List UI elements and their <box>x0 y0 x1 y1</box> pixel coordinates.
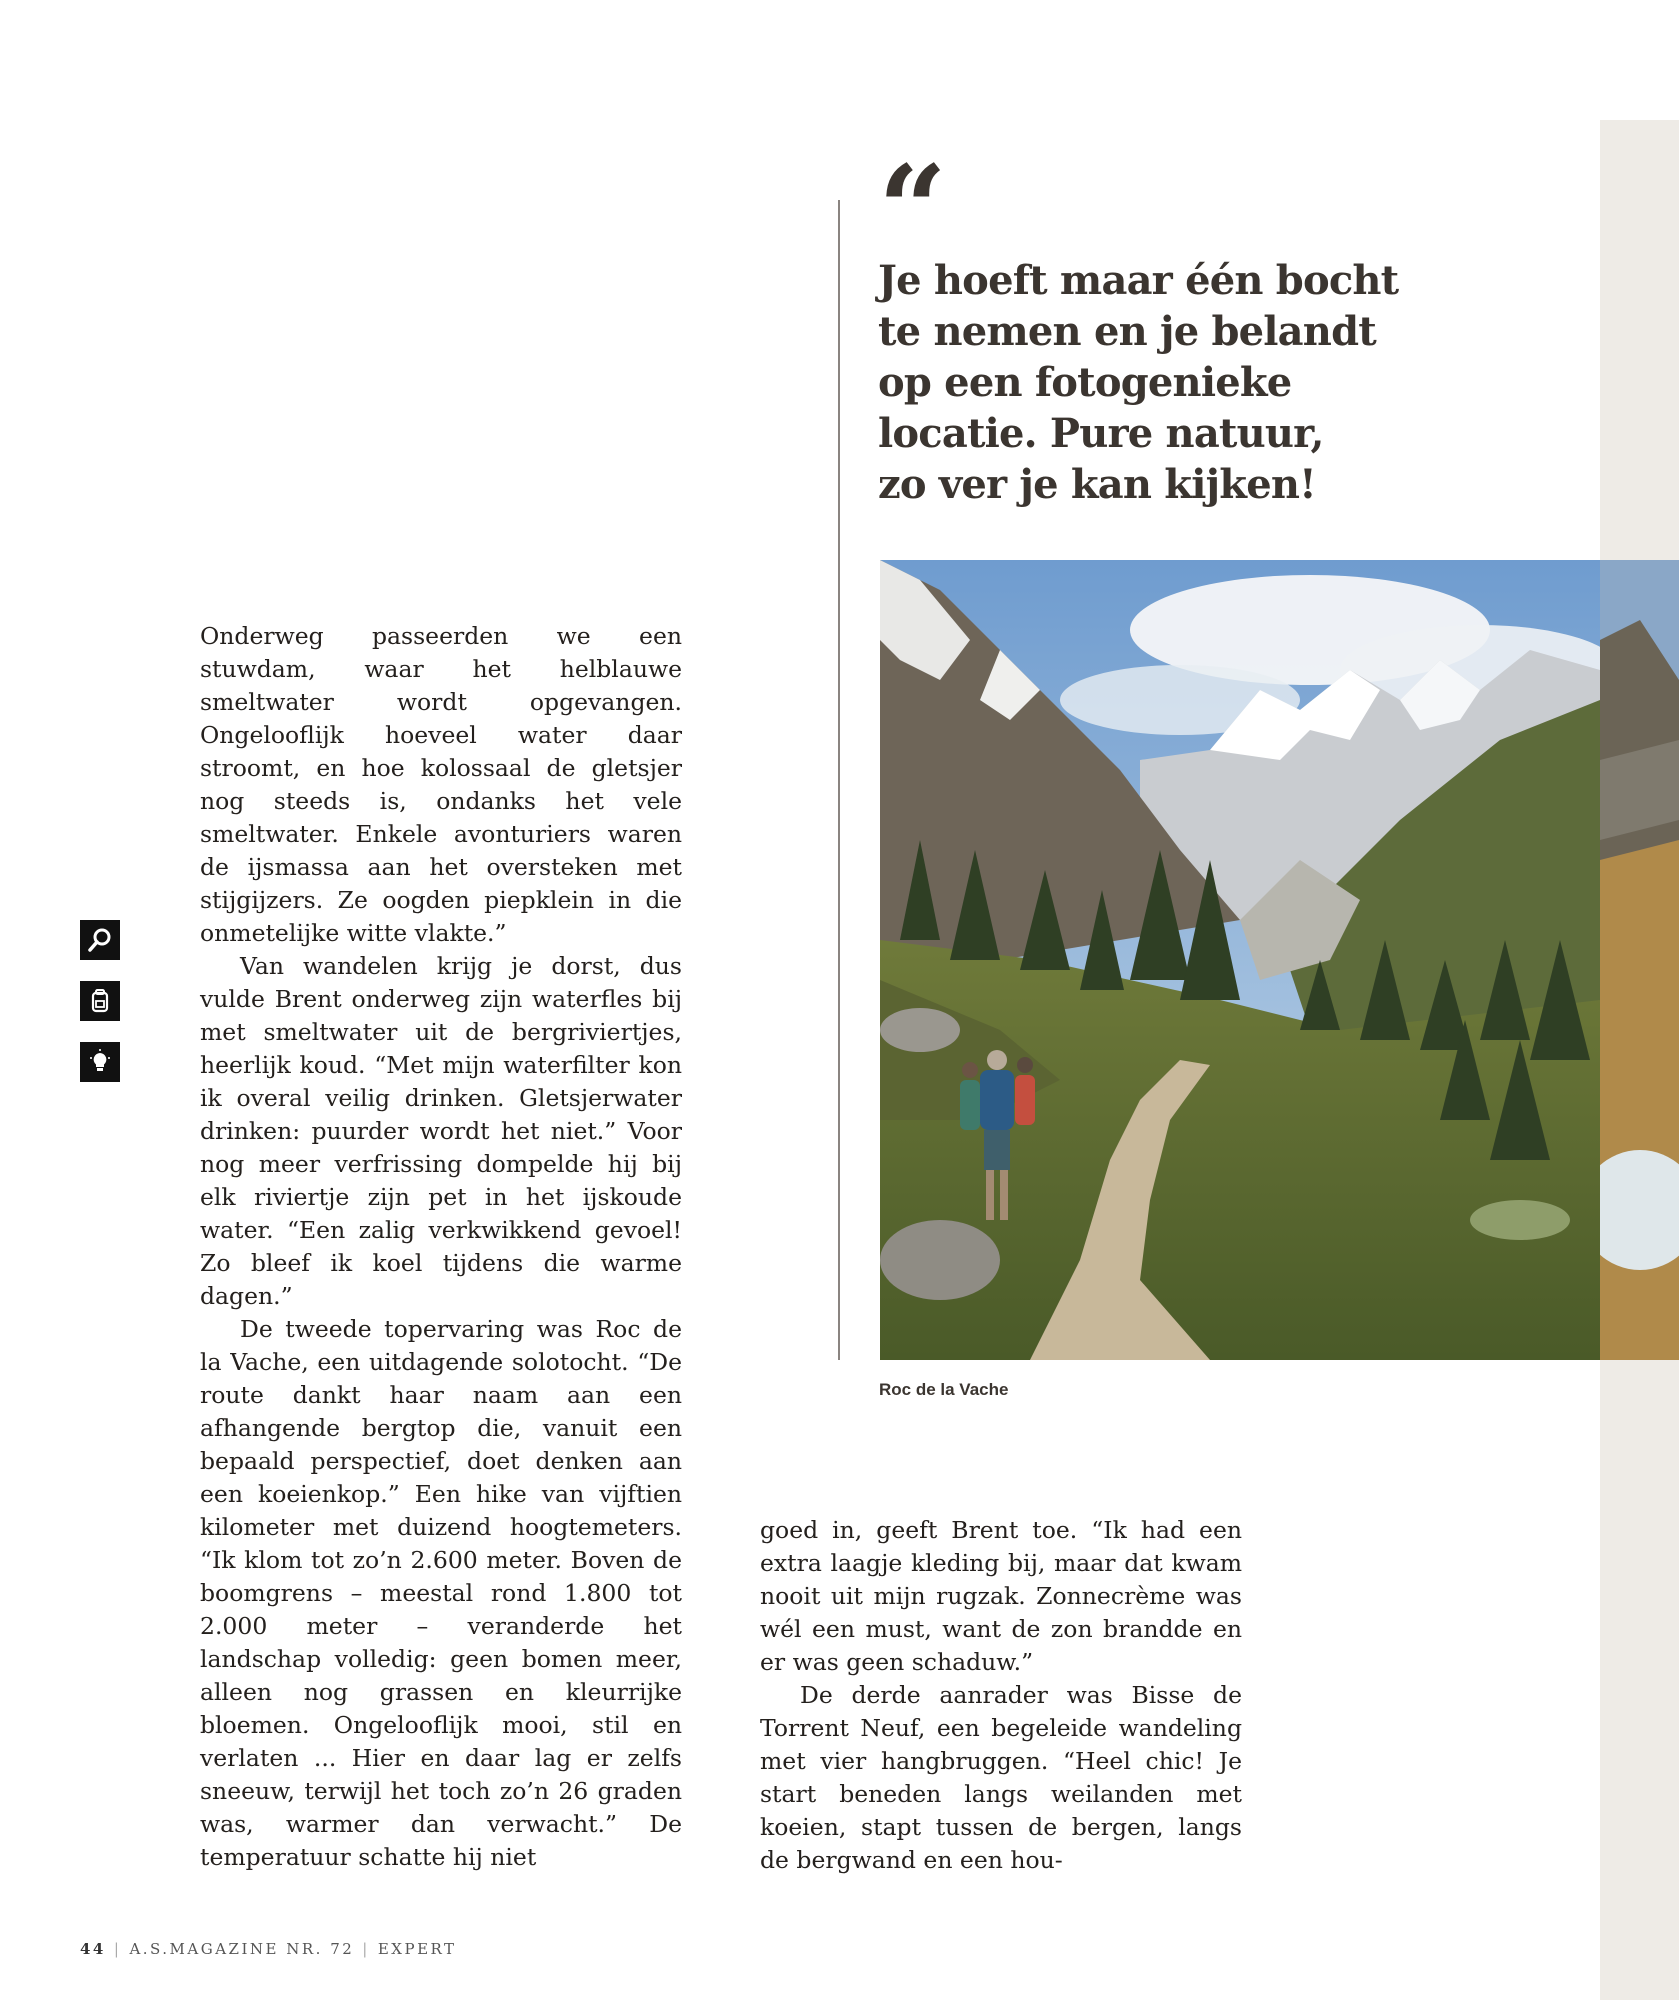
backpack-icon <box>80 981 120 1021</box>
photo-caption: Roc de la Vache <box>879 1380 1009 1399</box>
photo-next-page <box>1600 560 1679 1360</box>
quote-mark: “ <box>878 139 948 280</box>
article-paragraph: De tweede topervaring was Roc de la Vache, een uitdagende solotocht. “De route dankt haar naam aan een afhangende bergtop die, vanuit een bepaald perspectief, doet denken aan een koeienkop.” Een hike van vijftien kilometer met duizend hoogtemeters. “Ik klom tot zo’n 2.600 meter. Boven de boomgrens – meestal rond 1.800 tot 2.000 meter – veranderde het landschap volledig: geen bomen meer, alleen nog grassen en kleurrijke bloemen. Ongelooflijk mooi, stil en verlaten ... Hier en daar lag er zelfs sneeuw, terwijl het toch zo’n 26 graden was, warmer dan verwacht.” De temperatuur schatte hij niet <box>200 1315 682 1871</box>
article-paragraph: De derde aanrader was Bisse de Torrent Neuf, een begeleide wandeling met vier hangbruggen. “Heel chic! Je start beneden langs weilanden met koeien, stapt tussen de bergen, langs de bergwand en een hou- <box>760 1681 1242 1874</box>
photo-roc-de-la-vache <box>880 560 1600 1360</box>
lake-landscape-illustration <box>1600 560 1679 1360</box>
article-column-right <box>760 1514 1242 1877</box>
quote-rule <box>838 200 840 1360</box>
page-footer: 44 | A.S.MAGAZINE NR. 72 | EXPERT <box>80 1940 457 1958</box>
magazine-name: A.S.MAGAZINE NR. 72 <box>129 1940 355 1958</box>
article-paragraph: Onderweg passeerden we een stuwdam, waar het helblauwe smeltwater wordt opgevangen. Ongelooflijk hoeveel water daar stroomt, en hoe kolossaal de gletsjer nog steeds is, ondanks het vele smeltwater. Enkele avonturiers waren de ijsmassa aan het oversteken met stijgijzers. Ze oogden piepklein in die onmetelijke witte vlakte.” <box>200 622 682 947</box>
pull-quote-line: Je hoeft maar één bocht <box>878 257 1399 304</box>
pull-quote-line: op een fotogenieke <box>878 359 1292 406</box>
section-name: EXPERT <box>377 1940 457 1958</box>
mountain-landscape-illustration <box>880 560 1600 1360</box>
article-paragraph: goed in, geeft Brent toe. “Ik had een extra laagje kleding bij, maar dat kwam nooit uit mijn rugzak. Zonnecrème was wél een must, want de zon brandde en er was geen schaduw.” <box>760 1516 1242 1676</box>
pull-quote <box>878 255 1598 510</box>
pull-quote-line: zo ver je kan kijken! <box>878 461 1316 508</box>
page-number: 44 <box>80 1940 106 1958</box>
article-paragraph: Van wandelen krijg je dorst, dus vulde Brent onderweg zijn waterfles bij met smeltwater uit de bergriviertjes, heerlijk koud. “Met mijn waterfilter kon ik overal veilig drinken. Gletsjerwater drinken: puurder wordt het niet.” Voor nog meer verfrissing dompelde hij bij elk riviertje zijn pet in het ijskoude water. “Een zalig verkwikkend gevoel! Zo bleef ik koel tijdens die warme dagen.” <box>200 952 682 1310</box>
magnifier-icon <box>80 920 120 960</box>
article-column-left <box>200 620 682 1874</box>
pull-quote-line: te nemen en je belandt <box>878 308 1376 355</box>
sidebar-icons <box>80 920 120 1103</box>
pull-quote-line: locatie. Pure natuur, <box>878 410 1324 457</box>
lightbulb-icon <box>80 1042 120 1082</box>
